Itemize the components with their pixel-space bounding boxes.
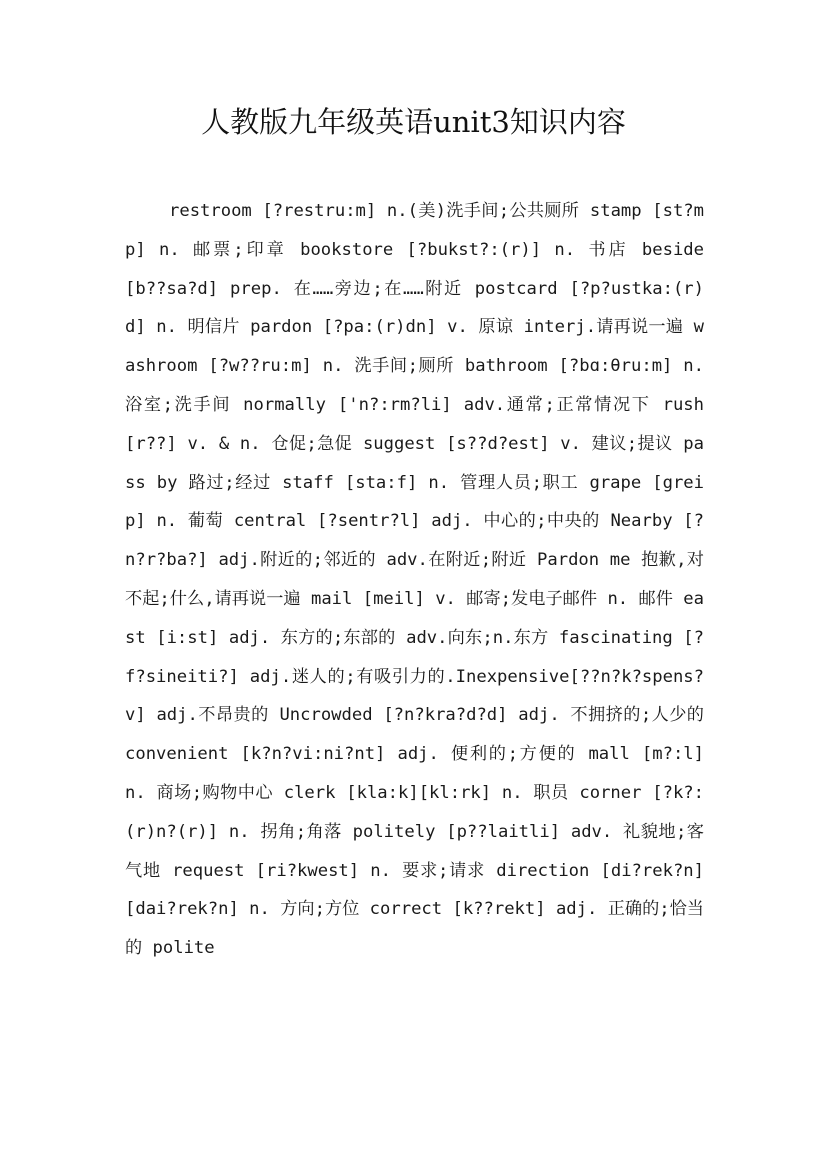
document-title: 人教版九年级英语unit3知识内容	[201, 105, 626, 139]
vocabulary-paragraph: restroom [?restru:m] n.(美)洗手间;公共厕所 stamp [st?mp] n. 邮票;印章 bookstore [?bukst?:(r)] n. 书店 beside[b??sa?d] prep. 在……旁边;在……附近 postcard [?p?ustka:(r)d] n. 明信片 pardon [?pa:(r)dn] v. 原谅 interj.请再说一遍 washroom [?w??ru:m] n. 洗手间;厕所 bathroom [?bɑ:θru:m] n. 浴室;洗手间 normally ['n?:rm?li] adv.通常;正常情况下 rush [r??] v. & n. 仓促;急促 suggest [s??d?est] v. 建议;提议 pass by 路过;经过 staff [sta:f] n. 管理人员;职工 grape [greip] n. 葡萄 central [?sentr?l] adj. 中心的;中央的 Nearby [?n?r?ba?] adj.附近的;邻近的 adv.在附近;附近 Pardon me 抱歉,对不起;什么,请再说一遍 mail [meil] v. 邮寄;发电子邮件 n. 邮件 east [i:st] adj. 东方的;东部的 adv.向东;n.东方 fascinating [?f?sineiti?] adj.迷人的;有吸引力的.Inexpensive[??n?k?spens?v] adj.不昂贵的 Uncrowded [?n?kra?d?d] adj. 不拥挤的;人少的 convenient [k?n?vi:ni?nt] adj. 便利的;方便的 mall [m?:l] n. 商场;购物中心 clerk [kla:k][kl:rk] n. 职员 corner [?k?:(r)n?(r)] n. 拐角;角落 politely [p??laitli] adv. 礼貌地;客气地 request [ri?kwest] n. 要求;请求 direction [di?rek?n] [dai?rek?n] n. 方向;方位 correct [k??rekt] adj. 正确的;恰当的 polite	[125, 201, 704, 959]
